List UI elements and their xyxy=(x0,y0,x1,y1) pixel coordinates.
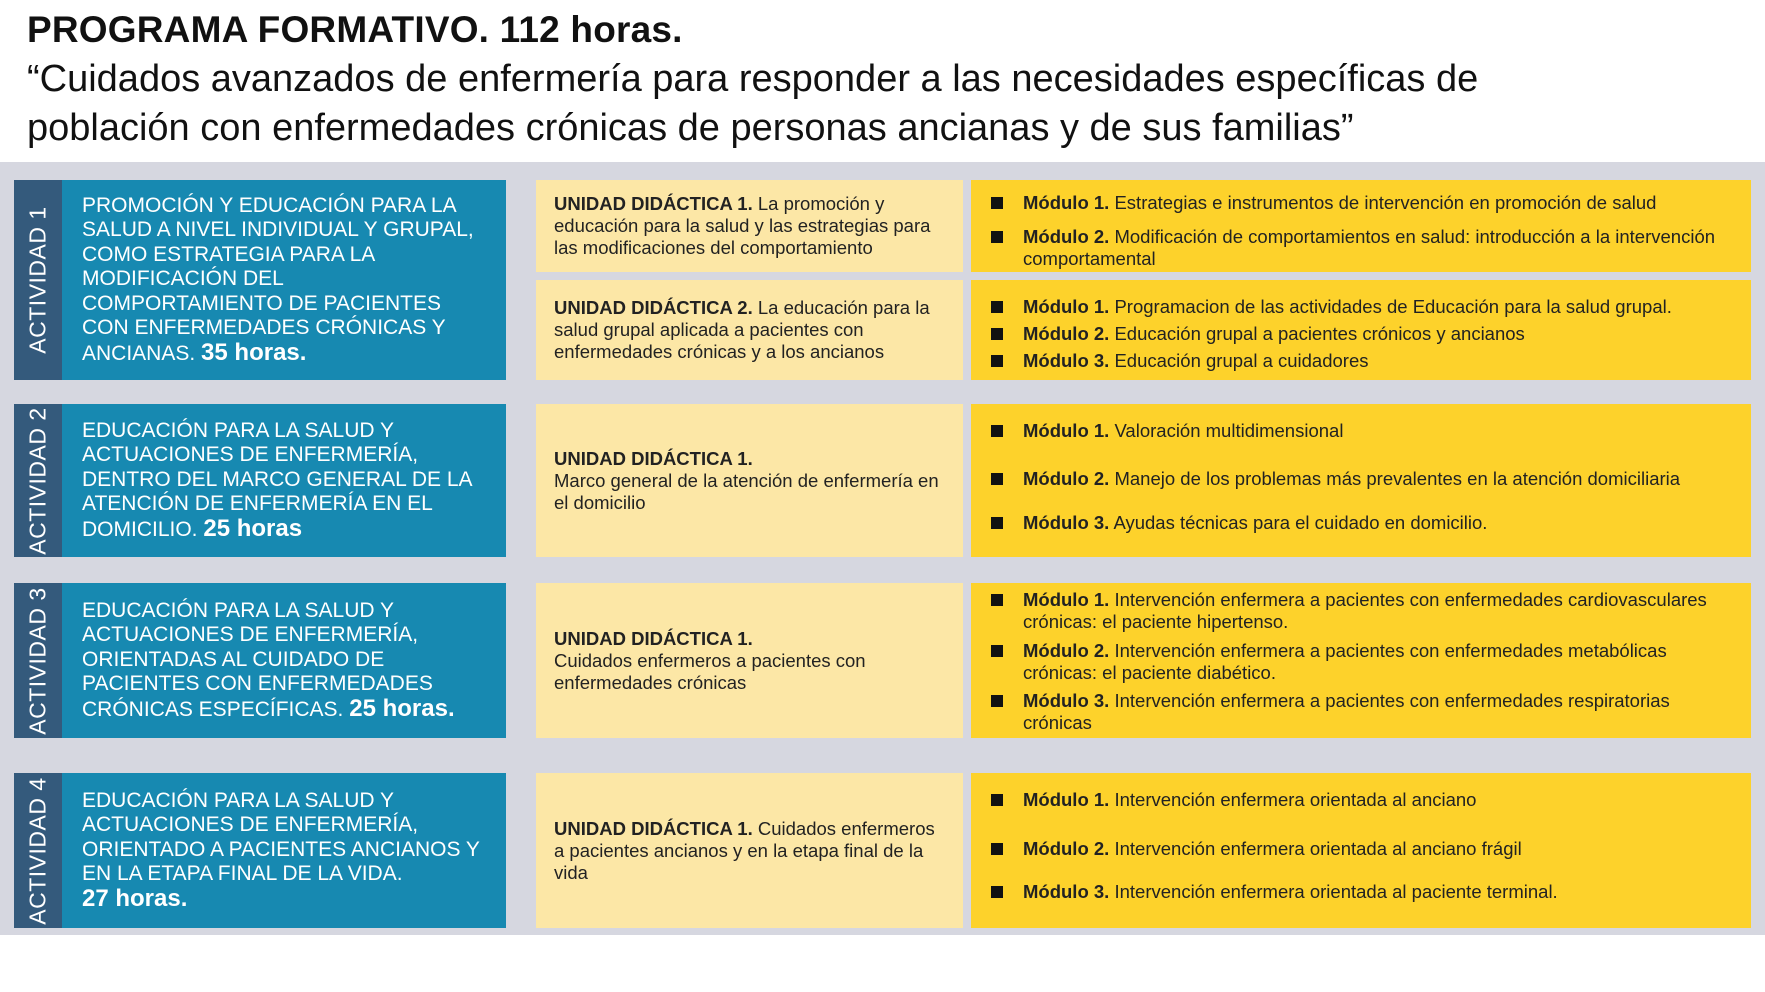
activity-description xyxy=(62,583,506,738)
module-list xyxy=(971,280,1751,380)
activity-label xyxy=(14,404,62,557)
bullet-square-icon xyxy=(991,843,1003,855)
module-text: Manejo de los problemas más prevalentes en la atención domiciliaria xyxy=(1114,468,1681,489)
module-item xyxy=(991,690,1739,734)
page-title: PROGRAMA FORMATIVO. 112 horas. xyxy=(27,9,683,50)
bullet-square-icon xyxy=(991,473,1003,485)
module-text: Intervención enfermera orientada al anciano xyxy=(1114,789,1477,810)
bullet-square-icon xyxy=(991,645,1003,657)
page-subtitle xyxy=(27,55,1747,153)
module-list xyxy=(971,180,1751,272)
module-item xyxy=(991,838,1739,860)
module-text: Intervención enfermera orientada al anciano frágil xyxy=(1114,838,1522,859)
module-item xyxy=(991,468,1739,490)
activity-description xyxy=(62,180,506,380)
activity-label xyxy=(14,180,62,380)
unit-text: Cuidados enfermeros a pacientes ancianos y en la etapa final de la vida xyxy=(554,817,935,883)
activity-label xyxy=(14,773,62,928)
module-text: Educación grupal a pacientes crónicos y ancianos xyxy=(1114,323,1525,344)
activity-label-text: ACTIVIDAD 4 xyxy=(24,776,51,925)
module-text: Modificación de comportamientos en salud: introducción a la intervención comportamental xyxy=(1023,226,1716,269)
activity-hours: 25 horas. xyxy=(349,694,455,722)
module-item xyxy=(991,226,1739,270)
module-item xyxy=(991,420,1739,442)
module-label: Módulo 1. xyxy=(1023,589,1110,610)
module-list xyxy=(971,404,1751,557)
bullet-square-icon xyxy=(991,794,1003,806)
bullet-square-icon xyxy=(991,231,1003,243)
module-item xyxy=(991,192,1739,214)
activity-description-text: PROMOCIÓN Y EDUCACIÓN PARA LA SALUD A NIVEL INDIVIDUAL Y GRUPAL, COMO ESTRATEGIA PARA LA MODIFICACIÓN DEL COMPORTAMIENTO DE PACIENTES CON ENFERMEDADES CRÓNICAS Y ANCIANAS. xyxy=(82,193,474,365)
module-item xyxy=(991,789,1739,811)
activity-hours: 25 horas xyxy=(203,514,303,542)
module-label: Módulo 2. xyxy=(1023,468,1110,489)
module-label: Módulo 1. xyxy=(1023,420,1110,441)
activity-description xyxy=(62,404,506,557)
module-item xyxy=(991,589,1739,633)
bullet-square-icon xyxy=(991,328,1003,340)
bullet-square-icon xyxy=(991,594,1003,606)
module-label: Módulo 1. xyxy=(1023,296,1110,317)
unit-card xyxy=(536,180,963,272)
module-text: Intervención enfermera a pacientes con enfermedades metabólicas crónicas: el paciente diabético. xyxy=(1023,640,1667,683)
module-label: Módulo 3. xyxy=(1023,690,1110,711)
module-label: Módulo 3. xyxy=(1023,350,1110,371)
activity-hours: 35 horas. xyxy=(201,338,307,366)
unit-text: Marco general de la atención de enfermería en el domicilio xyxy=(554,469,939,513)
module-text: Valoración multidimensional xyxy=(1114,420,1344,441)
module-label: Módulo 1. xyxy=(1023,192,1110,213)
bullet-square-icon xyxy=(991,197,1003,209)
module-label: Módulo 2. xyxy=(1023,323,1110,344)
unit-label: UNIDAD DIDÁCTICA 2. xyxy=(554,297,753,318)
unit-label: UNIDAD DIDÁCTICA 1. xyxy=(554,627,753,649)
module-label: Módulo 3. xyxy=(1023,512,1110,533)
activity-row-3 xyxy=(14,583,506,738)
unit-card xyxy=(536,280,963,380)
unit-text: La promoción y educación para la salud y las estrategias para las modificaciones del comportamiento xyxy=(554,193,931,258)
activity-description-text: EDUCACIÓN PARA LA SALUD Y ACTUACIONES DE ENFERMERÍA, DENTRO DEL MARCO GENERAL DE LA ATENCIÓN DE ENFERMERÍA EN EL DOMICILIO. xyxy=(82,418,472,541)
module-label: Módulo 2. xyxy=(1023,226,1110,247)
unit-label: UNIDAD DIDÁCTICA 1. xyxy=(554,447,753,469)
module-label: Módulo 3. xyxy=(1023,881,1110,902)
unit-card xyxy=(536,773,963,928)
module-item xyxy=(991,640,1739,684)
activity-description-text: EDUCACIÓN PARA LA SALUD Y ACTUACIONES DE ENFERMERÍA, ORIENTADAS AL CUIDADO DE PACIENTES CON ENFERMEDADES CRÓNICAS ESPECÍFICAS. xyxy=(82,598,433,721)
module-label: Módulo 2. xyxy=(1023,838,1110,859)
module-list xyxy=(971,583,1751,738)
module-list xyxy=(971,773,1751,928)
unit-label: UNIDAD DIDÁCTICA 1. xyxy=(554,817,753,839)
module-text: Intervención enfermera a pacientes con enfermedades cardiovasculares crónicas: el paciente hipertenso. xyxy=(1023,589,1707,632)
activity-row-1 xyxy=(14,180,506,380)
unit-text: Cuidados enfermeros a pacientes con enfermedades crónicas xyxy=(554,649,866,693)
module-text: Ayudas técnicas para el cuidado en domicilio. xyxy=(1113,512,1488,533)
module-label: Módulo 1. xyxy=(1023,789,1110,810)
bullet-square-icon xyxy=(991,517,1003,529)
unit-card xyxy=(536,583,963,738)
unit-card xyxy=(536,404,963,557)
subtitle-line-2: población con enfermedades crónicas de personas ancianas y de sus familias” xyxy=(27,107,1354,149)
module-text: Programacion de las actividades de Educación para la salud grupal. xyxy=(1114,296,1672,317)
bullet-square-icon xyxy=(991,886,1003,898)
module-item xyxy=(991,296,1739,318)
module-label: Módulo 2. xyxy=(1023,640,1110,661)
activity-label-text: ACTIVIDAD 1 xyxy=(24,206,51,354)
activity-row-2 xyxy=(14,404,506,557)
page-header xyxy=(27,6,1747,153)
bullet-square-icon xyxy=(991,301,1003,313)
activity-hours: 27 horas. xyxy=(82,884,188,912)
unit-label: UNIDAD DIDÁCTICA 1. xyxy=(554,193,753,214)
activity-label xyxy=(14,583,62,738)
bullet-square-icon xyxy=(991,695,1003,707)
bullet-square-icon xyxy=(991,355,1003,367)
module-item xyxy=(991,512,1739,534)
module-item xyxy=(991,323,1739,345)
activity-description xyxy=(62,773,506,928)
module-text: Intervención enfermera a pacientes con enfermedades respiratorias crónicas xyxy=(1023,690,1670,733)
activity-label-text: ACTIVIDAD 2 xyxy=(24,406,51,555)
activity-description-text: EDUCACIÓN PARA LA SALUD Y ACTUACIONES DE ENFERMERÍA, ORIENTADO A PACIENTES ANCIANOS Y EN LA ETAPA FINAL DE LA VIDA. xyxy=(82,788,480,886)
unit-text: La educación para la salud grupal aplicada a pacientes con enfermedades crónicas y a los ancianos xyxy=(554,297,930,362)
activity-label-text: ACTIVIDAD 3 xyxy=(24,586,51,735)
subtitle-line-1: “Cuidados avanzados de enfermería para responder a las necesidades específicas de xyxy=(27,58,1479,100)
bullet-square-icon xyxy=(991,425,1003,437)
activity-row-4 xyxy=(14,773,506,928)
module-text: Intervención enfermera orientada al paciente terminal. xyxy=(1114,881,1558,902)
module-item xyxy=(991,881,1739,903)
module-item xyxy=(991,350,1739,372)
module-text: Estrategias e instrumentos de intervención en promoción de salud xyxy=(1114,192,1657,213)
module-text: Educación grupal a cuidadores xyxy=(1114,350,1369,371)
